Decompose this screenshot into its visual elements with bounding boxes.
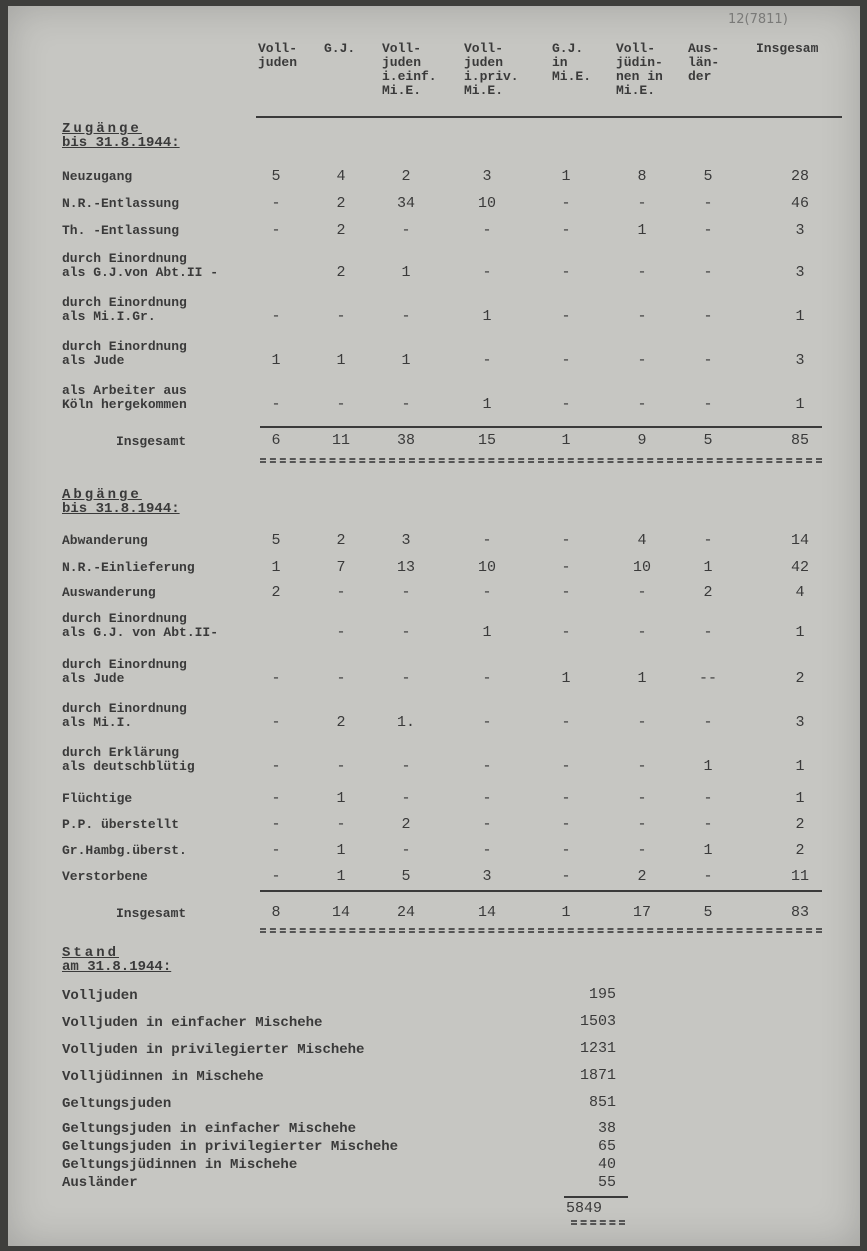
stand-value: 1871: [579, 1067, 616, 1084]
total-cell: 24: [396, 904, 415, 921]
table-cell: -: [482, 222, 492, 239]
table-cell: 1: [795, 624, 805, 641]
table-cell: 5: [271, 168, 281, 185]
table-cell: 4: [795, 584, 805, 601]
column-header-gj-in-mie: G.J. in Mi.E.: [552, 41, 592, 84]
table-cell: 1: [482, 308, 492, 325]
table-cell: 46: [790, 195, 809, 212]
row-label: als Arbeiter aus Köln hergekommen: [62, 383, 187, 412]
table-cell: -: [482, 842, 492, 859]
row-label: durch Einordnung als Jude: [62, 657, 187, 686]
table-cell: -: [637, 584, 647, 601]
total-label: Insgesamt: [116, 434, 187, 449]
table-cell: -: [561, 714, 571, 731]
table-cell: 2: [336, 222, 346, 239]
table-cell: 2: [795, 816, 805, 833]
stand-value: 1503: [579, 1013, 616, 1030]
stand-label: Volljuden in privilegierter Mischehe: [62, 1042, 365, 1058]
table-cell: -: [703, 195, 713, 212]
table-cell: -: [401, 758, 411, 775]
table-cell: -: [271, 758, 281, 775]
table-cell: -: [561, 816, 571, 833]
table-cell: -: [482, 714, 492, 731]
table-cell: -: [336, 624, 346, 641]
table-cell: -: [401, 670, 411, 687]
table-cell: 7: [336, 559, 346, 576]
table-cell: -: [561, 624, 571, 641]
table-cell: -: [482, 816, 492, 833]
table-cell: 5: [703, 168, 713, 185]
table-cell: 1: [336, 352, 346, 369]
table-cell: -: [271, 868, 281, 885]
table-cell: 1: [271, 559, 281, 576]
table-cell: 14: [790, 532, 809, 549]
row-label: P.P. überstellt: [62, 817, 180, 832]
table-cell: 10: [632, 559, 651, 576]
table-cell: -: [561, 758, 571, 775]
total-cell: 14: [477, 904, 496, 921]
table-cell: -: [703, 532, 713, 549]
table-cell: 2: [703, 584, 713, 601]
table-cell: 1: [703, 758, 713, 775]
table-cell: -: [482, 790, 492, 807]
table-cell: -: [561, 842, 571, 859]
stand-value: 1231: [579, 1040, 616, 1057]
table-cell: 1.: [396, 714, 415, 731]
table-cell: -: [561, 584, 571, 601]
column-header-auslaender: Aus- län- der: [688, 41, 720, 84]
row-label: Th. -Entlassung: [62, 223, 180, 238]
table-cell: -: [637, 264, 647, 281]
table-cell: 1: [795, 790, 805, 807]
table-cell: -: [703, 816, 713, 833]
row-label: durch Einordnung als Jude: [62, 339, 187, 368]
table-cell: 3: [401, 532, 411, 549]
table-cell: 8: [637, 168, 647, 185]
row-label: durch Einordnung als Mi.I.: [62, 701, 187, 730]
table-cell: 11: [790, 868, 809, 885]
table-cell: -: [482, 264, 492, 281]
table-cell: -: [637, 790, 647, 807]
table-cell: 3: [795, 714, 805, 731]
total-double-rule: [260, 928, 822, 933]
table-cell: 2: [637, 868, 647, 885]
table-cell: 2: [336, 714, 346, 731]
stand-label: Volljüdinnen in Mischehe: [62, 1069, 264, 1085]
header-rule: [256, 116, 842, 118]
total-cell: 17: [632, 904, 651, 921]
total-cell: 8: [271, 904, 281, 921]
table-cell: -: [271, 816, 281, 833]
total-cell: 5: [703, 904, 713, 921]
table-cell: -: [482, 352, 492, 369]
total-cell: 1: [561, 904, 571, 921]
total-cell: 83: [790, 904, 809, 921]
table-cell: 1: [637, 670, 647, 687]
table-cell: -: [703, 714, 713, 731]
table-cell: 2: [401, 168, 411, 185]
table-cell: -: [703, 624, 713, 641]
table-cell: --: [698, 670, 717, 687]
row-label: durch Erklärung als deutschblütig: [62, 745, 195, 774]
table-cell: -: [637, 195, 647, 212]
stand-label: Volljuden: [62, 988, 138, 1004]
table-cell: -: [561, 790, 571, 807]
row-label: Verstorbene: [62, 869, 148, 884]
table-cell: -: [271, 790, 281, 807]
table-cell: 4: [637, 532, 647, 549]
table-cell: -: [703, 264, 713, 281]
table-cell: 1: [795, 758, 805, 775]
table-cell: 1: [336, 868, 346, 885]
table-cell: 1: [401, 264, 411, 281]
total-cell: 15: [477, 432, 496, 449]
table-cell: 1: [561, 168, 571, 185]
total-cell: 38: [396, 432, 415, 449]
table-cell: 10: [477, 559, 496, 576]
table-cell: 1: [336, 790, 346, 807]
table-cell: -: [561, 559, 571, 576]
row-label: Neuzugang: [62, 169, 133, 184]
table-cell: -: [401, 308, 411, 325]
table-cell: 3: [795, 264, 805, 281]
table-cell: 3: [795, 222, 805, 239]
table-cell: -: [703, 222, 713, 239]
table-cell: 2: [401, 816, 411, 833]
table-cell: -: [561, 352, 571, 369]
table-cell: 28: [790, 168, 809, 185]
stand-sum: 5849: [566, 1200, 603, 1217]
table-cell: -: [271, 396, 281, 413]
table-cell: -: [271, 195, 281, 212]
table-cell: -: [271, 714, 281, 731]
row-label: durch Einordnung als Mi.I.Gr.: [62, 295, 187, 324]
column-header-volljuden-priv: Voll- juden i.priv. Mi.E.: [464, 41, 519, 98]
table-cell: 1: [703, 842, 713, 859]
total-cell: 11: [331, 432, 350, 449]
table-cell: -: [401, 396, 411, 413]
table-cell: 2: [795, 842, 805, 859]
row-label: N.R.-Einlieferung: [62, 560, 195, 575]
table-cell: -: [637, 842, 647, 859]
table-cell: 2: [336, 532, 346, 549]
stand-value: 55: [597, 1174, 616, 1191]
total-cell: 1: [561, 432, 571, 449]
stand-label: Geltungsjüdinnen in Mischehe: [62, 1157, 298, 1173]
table-cell: 3: [795, 352, 805, 369]
table-cell: -: [703, 790, 713, 807]
table-cell: 34: [396, 195, 415, 212]
stand-value: 851: [588, 1094, 616, 1111]
table-cell: -: [482, 758, 492, 775]
table-cell: -: [336, 758, 346, 775]
row-label: N.R.-Entlassung: [62, 196, 180, 211]
total-cell: 6: [271, 432, 281, 449]
table-cell: 2: [336, 264, 346, 281]
section-title-stand: Stand am 31.8.1944:: [62, 945, 172, 975]
total-label: Insgesamt: [116, 906, 187, 921]
table-cell: 2: [271, 584, 281, 601]
total-rule: [260, 890, 822, 892]
table-cell: 1: [482, 624, 492, 641]
table-cell: -: [561, 532, 571, 549]
document-page: [8, 6, 860, 1246]
table-cell: -: [637, 396, 647, 413]
table-cell: 2: [336, 195, 346, 212]
table-cell: -: [637, 352, 647, 369]
total-cell: 85: [790, 432, 809, 449]
table-cell: -: [271, 842, 281, 859]
table-cell: -: [482, 532, 492, 549]
table-cell: 1: [271, 352, 281, 369]
table-cell: 1: [637, 222, 647, 239]
table-cell: -: [703, 396, 713, 413]
table-cell: 13: [396, 559, 415, 576]
row-label: Gr.Hambg.überst.: [62, 843, 187, 858]
table-cell: -: [637, 308, 647, 325]
table-cell: 1: [336, 842, 346, 859]
table-cell: -: [336, 670, 346, 687]
archive-number: 12(7811): [728, 12, 788, 27]
total-cell: 9: [637, 432, 647, 449]
total-cell: 5: [703, 432, 713, 449]
row-label: Abwanderung: [62, 533, 148, 548]
table-cell: -: [703, 868, 713, 885]
table-cell: -: [637, 816, 647, 833]
table-cell: 1: [795, 308, 805, 325]
table-cell: 4: [336, 168, 346, 185]
stand-label: Volljuden in einfacher Mischehe: [62, 1015, 323, 1031]
column-header-insgesamt: Insgesam: [756, 41, 819, 56]
row-label: durch Einordnung als G.J.von Abt.II -: [62, 251, 219, 280]
total-double-rule: [260, 458, 822, 463]
table-cell: 1: [795, 396, 805, 413]
table-cell: -: [271, 222, 281, 239]
stand-value: 65: [597, 1138, 616, 1155]
table-cell: -: [482, 670, 492, 687]
table-cell: 1: [401, 352, 411, 369]
table-cell: 1: [482, 396, 492, 413]
table-cell: -: [401, 222, 411, 239]
column-header-volljuedinnen: Voll- jüdin- nen in Mi.E.: [616, 41, 663, 98]
row-label: durch Einordnung als G.J. von Abt.II-: [62, 611, 219, 640]
table-cell: -: [561, 396, 571, 413]
total-cell: 14: [331, 904, 350, 921]
table-cell: -: [271, 670, 281, 687]
row-label: Auswanderung: [62, 585, 156, 600]
table-cell: -: [703, 352, 713, 369]
table-cell: -: [561, 195, 571, 212]
table-cell: -: [703, 308, 713, 325]
table-cell: -: [401, 624, 411, 641]
stand-value: 40: [597, 1156, 616, 1173]
section-title-abgaenge: Abgänge bis 31.8.1944:: [62, 487, 180, 517]
table-cell: 10: [477, 195, 496, 212]
column-header-volljuden: Voll- juden: [258, 41, 298, 70]
table-cell: 5: [401, 868, 411, 885]
sum-rule: [564, 1196, 628, 1198]
table-cell: -: [561, 868, 571, 885]
column-header-gj: G.J.: [324, 41, 356, 56]
table-cell: -: [401, 584, 411, 601]
stand-value: 195: [588, 986, 616, 1003]
table-cell: -: [637, 714, 647, 731]
table-cell: -: [561, 222, 571, 239]
table-cell: 5: [271, 532, 281, 549]
table-cell: -: [561, 264, 571, 281]
table-cell: -: [401, 790, 411, 807]
stand-value: 38: [597, 1120, 616, 1137]
table-cell: 42: [790, 559, 809, 576]
table-cell: -: [561, 308, 571, 325]
table-cell: -: [271, 308, 281, 325]
table-cell: -: [482, 584, 492, 601]
stand-label: Geltungsjuden in privilegierter Mischehe: [62, 1139, 399, 1155]
row-label: Flüchtige: [62, 791, 133, 806]
table-cell: -: [336, 308, 346, 325]
total-rule: [260, 426, 822, 428]
section-title-zugaenge: Zugänge bis 31.8.1944:: [62, 121, 180, 151]
table-cell: -: [637, 758, 647, 775]
sum-double-rule: [571, 1220, 625, 1225]
stand-label: Geltungsjuden in einfacher Mischehe: [62, 1121, 357, 1137]
stand-label: Ausländer: [62, 1175, 138, 1191]
table-cell: 3: [482, 168, 492, 185]
stand-label: Geltungsjuden: [62, 1096, 172, 1112]
table-cell: 3: [482, 868, 492, 885]
table-cell: 1: [561, 670, 571, 687]
table-cell: -: [336, 584, 346, 601]
table-cell: 1: [703, 559, 713, 576]
table-cell: 2: [795, 670, 805, 687]
table-cell: -: [637, 624, 647, 641]
table-cell: -: [336, 816, 346, 833]
column-header-volljuden-einf: Voll- juden i.einf. Mi.E.: [382, 41, 437, 98]
table-cell: -: [401, 842, 411, 859]
table-cell: -: [336, 396, 346, 413]
